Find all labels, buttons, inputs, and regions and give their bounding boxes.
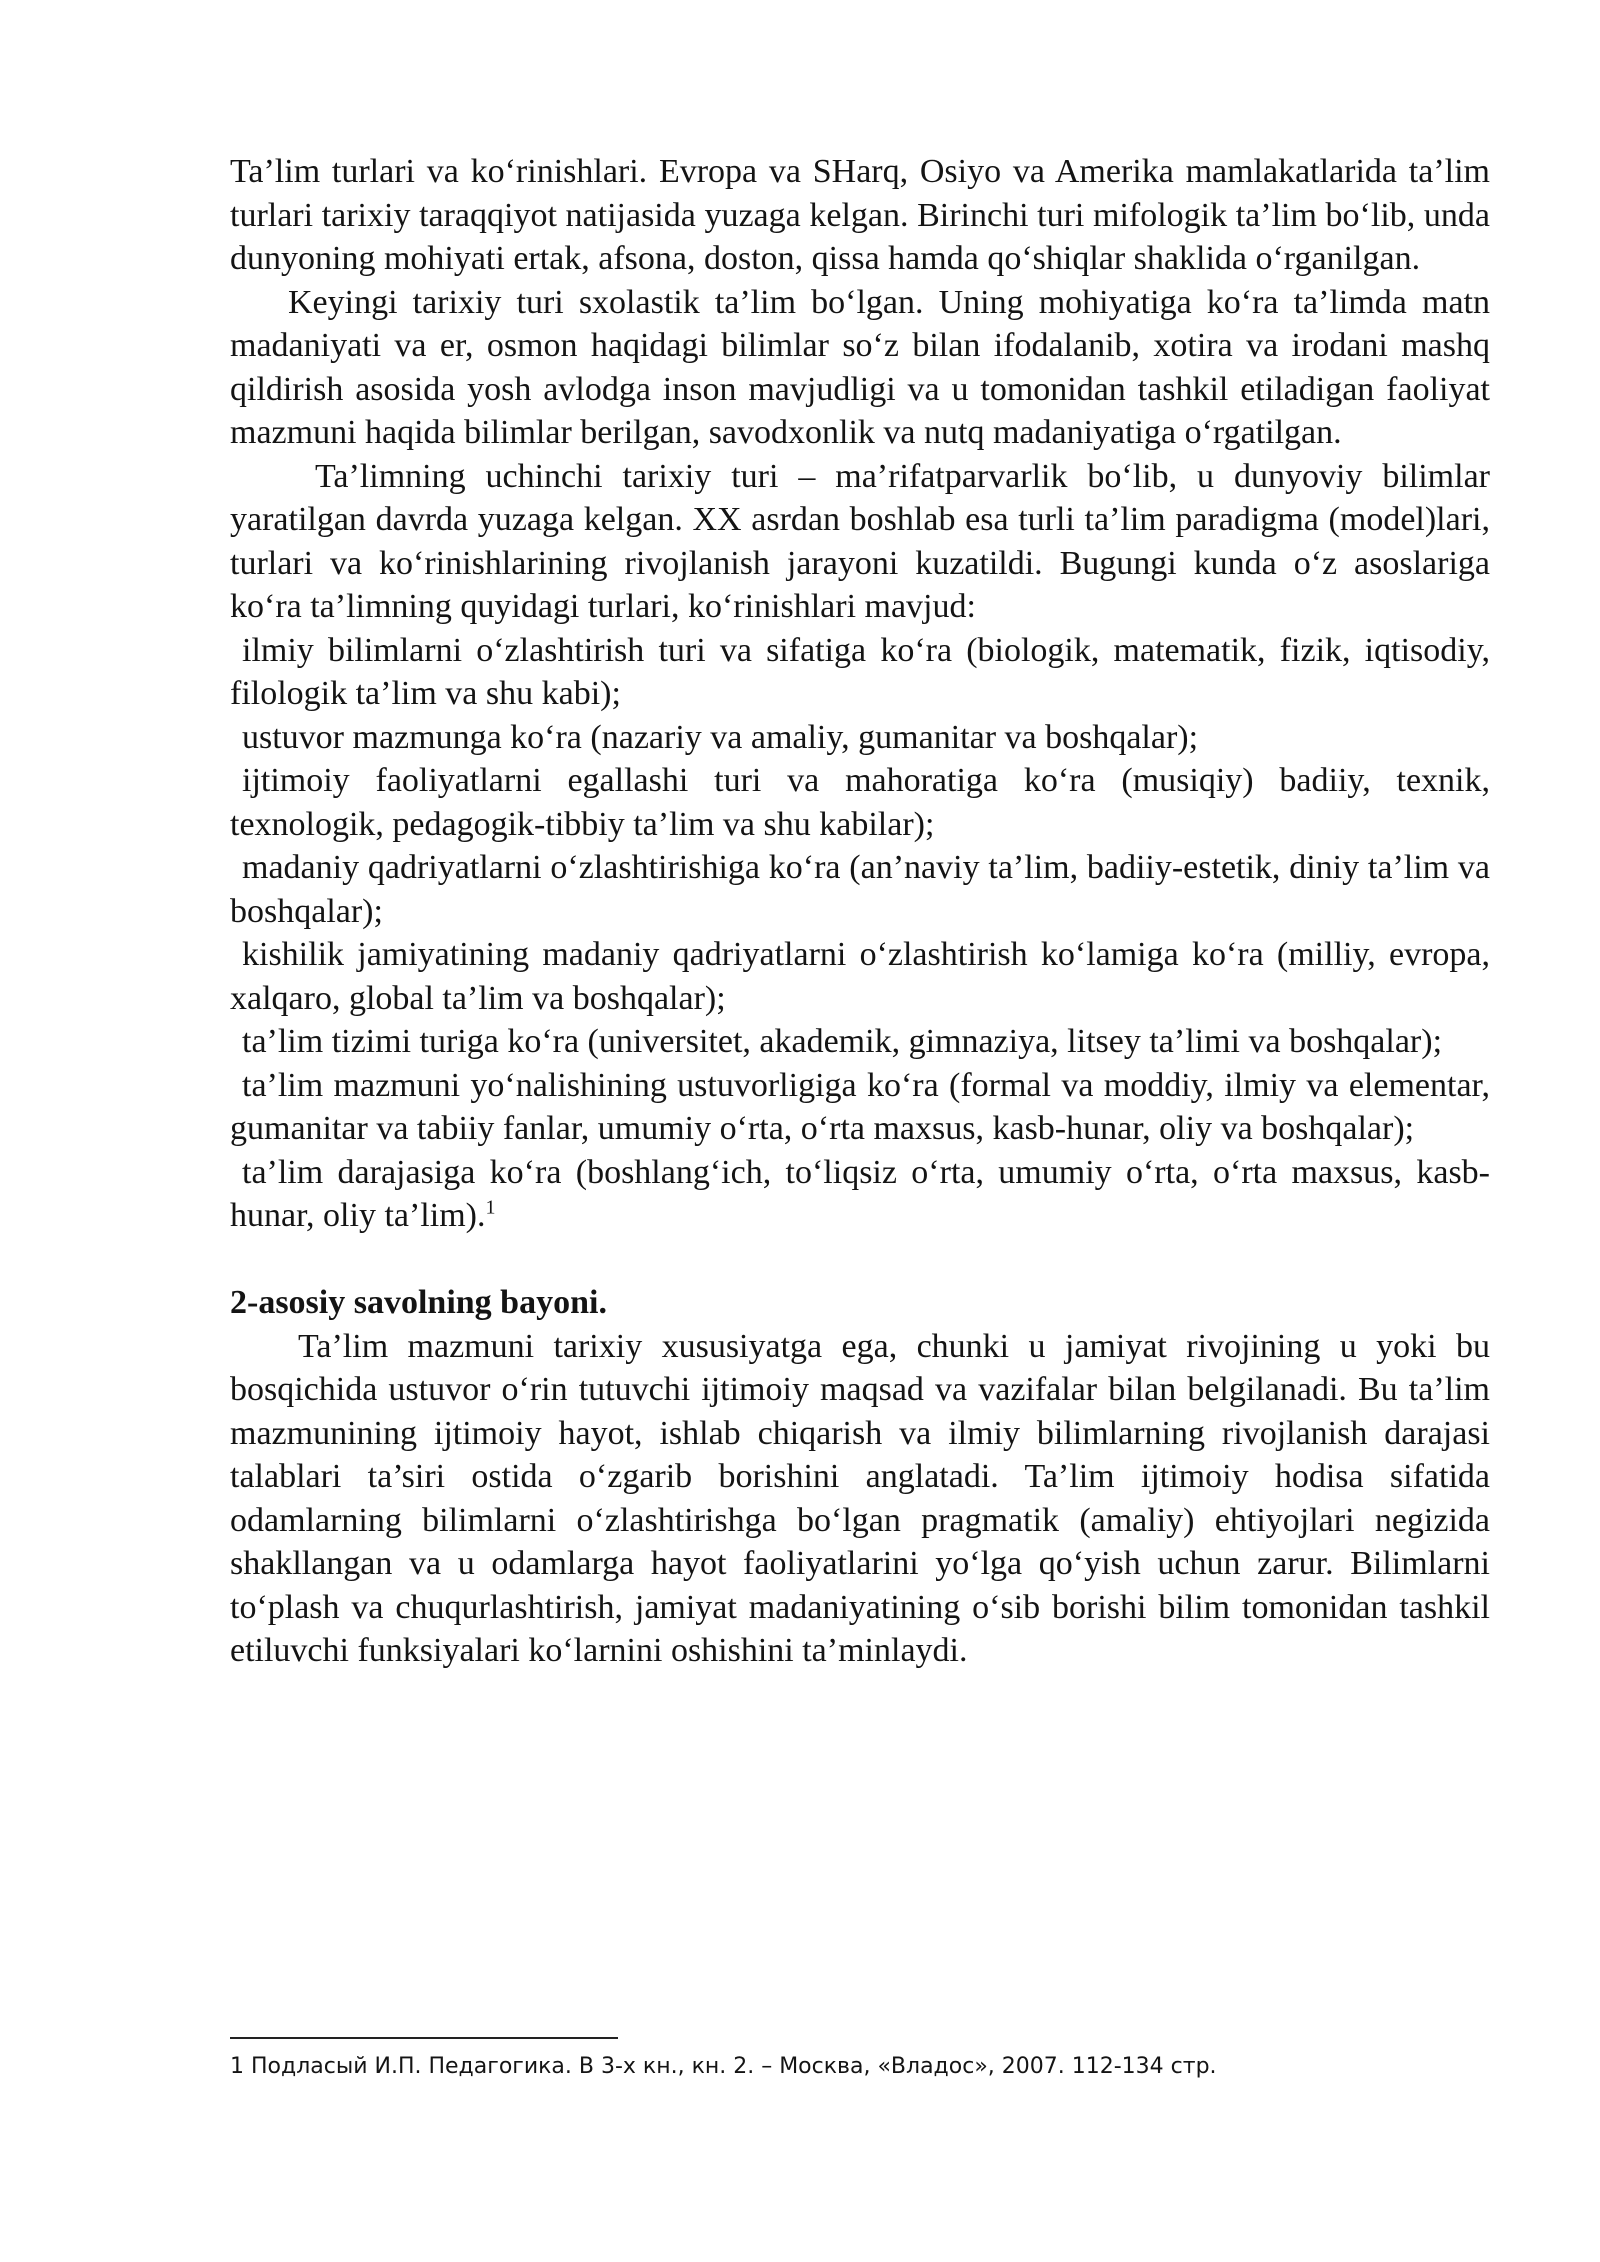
footnote-reference[interactable]: 1 <box>485 1196 496 1219</box>
paragraph-intro: Ta’lim turlari va ko‘rinishlari. Evropa va SHarq, Osiyo va Amerika mamlakatlarida ta’lim turlari tarixiy taraqqiyot natijasida yuzaga kelgan. Birinchi turi mifologik ta’lim bo‘lib, unda dunyoning mohiyati ertak, afsona, doston, qissa hamda qo‘shiqlar shaklida o‘rganilgan. <box>230 153 1490 277</box>
list-item: ta’lim mazmuni yo‘nalishining ustuvorligiga ko‘ra (formal va moddiy, ilmiy va elementar, gumanitar va tabiiy fanlar, umumiy o‘rta, o‘rta maxsus, kasb-hunar, oliy va boshqalar); <box>230 1066 1490 1147</box>
footnote: 1 Подласый И.П. Педагогика. В 3-х кн., кн. 2. – Москва, «Владос», 2007. 112-134 стр. <box>230 2054 1217 2079</box>
list-item-text: ta’lim darajasiga ko‘ra (boshlang‘ich, to‘liqsiz o‘rta, umumiy o‘rta, o‘rta maxsus, kasb-hunar, oliy ta’lim). <box>230 1153 1490 1234</box>
document-body <box>230 150 1490 1673</box>
list-item: ustuvor mazmunga ko‘ra (nazariy va amaliy, gumanitar va boshqalar); <box>242 718 1199 756</box>
paragraph-enlightenment: Ta’limning uchinchi tarixiy turi – ma’rifatparvarlik bo‘lib, u dunyoviy bilimlar yaratilgan davrda yuzaga kelgan. XX asrdan boshlab esa turli ta’lim paradigma (model)lari, turlari va ko‘rinishlarining rivojlanish jarayoni kuzatildi. Bugungi kunda o‘z asoslariga ko‘ra ta’limning quyidagi turlari, ko‘rinishlari mavjud: <box>230 457 1490 625</box>
list-item: madaniy qadriyatlarni o‘zlashtirishiga ko‘ra (an’naviy ta’lim, badiiy-estetik, diniy ta’lim va boshqalar); <box>230 849 1490 930</box>
footnote-divider <box>230 2037 618 2039</box>
list-item: ijtimoiy faoliyatlarni egallashi turi va mahoratiga ko‘ra (musiqiy) badiiy, texnik, texnologik, pedagogik-tibbiy ta’lim va shu kabilar); <box>230 762 1490 843</box>
list-item: ilmiy bilimlarni o‘zlashtirish turi va sifatiga ko‘ra (biologik, matematik, fizik, iqtisodiy, filologik ta’lim va shu kabi); <box>230 631 1490 712</box>
list-item: ta’lim tizimi turiga ko‘ra (universitet, akademik, gimnaziya, litsey ta’limi va boshqalar); <box>242 1023 1443 1060</box>
section-heading: 2-asosiy savolning bayoni. <box>230 1284 607 1321</box>
paragraph-scholastic: Keyingi tarixiy turi sxolastik ta’lim bo‘lgan. Uning mohiyatiga ko‘ra ta’limda matn madaniyati va er, osmon haqidagi bilimlar so‘z bilan ifodalanib, xotira va irodani mashq qildirish asosida yosh avlodga inson mavjudligi va u tomonidan tashkil etiladigan faoliyat mazmuni haqida bilimlar berilgan, savodxonlik va nutq madaniyatiga o‘rgatilgan. <box>230 283 1490 451</box>
list-item: kishilik jamiyatining madaniy qadriyatlarni o‘zlashtirish ko‘lamiga ko‘ra (milliy, evropa, xalqaro, global ta’lim va boshqalar); <box>230 936 1490 1017</box>
list-item-last <box>230 1151 1490 1238</box>
paragraph-content: Ta’lim mazmuni tarixiy xususiyatga ega, chunki u jamiyat rivojining u yoki bu bosqichida ustuvor o‘rin tutuvchi ijtimoiy maqsad va vazifalar bilan belgilanadi. Bu ta’lim mazmunining ijtimoiy hayot, ishlab chiqarish va ilmiy bilimlarning rivojlanish darajasi talablari ta’siri ostida o‘zgarib borishini anglatadi. Ta’lim ijtimoiy hodisa sifatida odamlarning bilimlarni o‘zlashtirishga bo‘lgan pragmatik (amaliy) ehtiyojlari negizida shakllangan va u odamlarga hayot faoliyatlarini yo‘lga qo‘yish uchun zarur. Bilimlarni to‘plash va chuqurlashtirish, jamiyat madaniyatining o‘sib borishi bilim tomonidan tashkil etiluvchi funksiyalari ko‘larnini oshishini ta’minlaydi. <box>230 1327 1490 1669</box>
